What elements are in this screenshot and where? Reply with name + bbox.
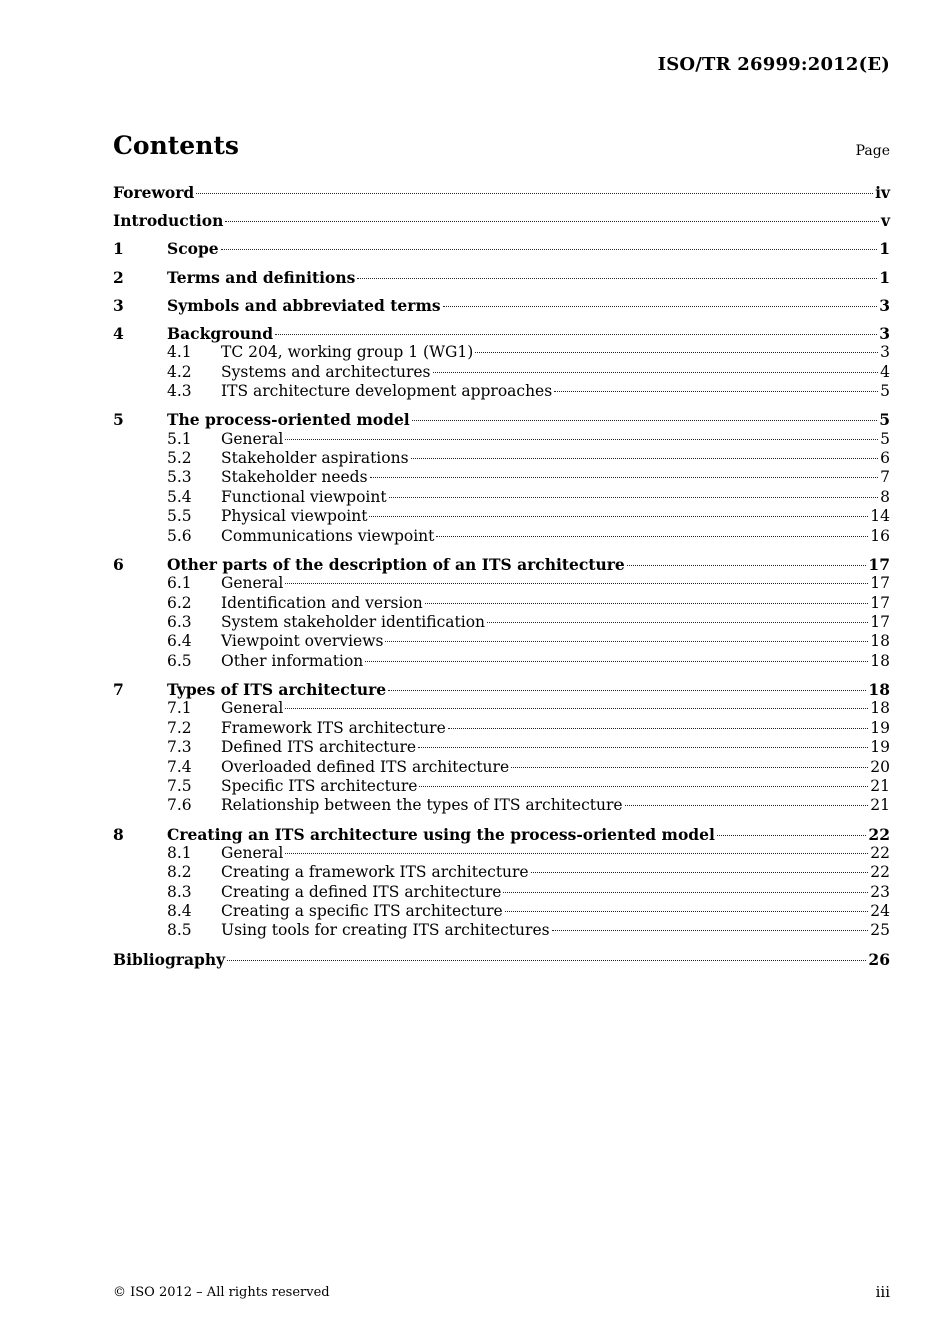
toc-entry-page: 16 <box>870 526 890 545</box>
dot-leader <box>385 641 868 642</box>
toc-section-entry[interactable] <box>113 183 890 202</box>
toc-entry-page: 19 <box>870 738 890 757</box>
toc-entry-page: 3 <box>879 295 890 315</box>
toc-entry-title: Bibliography <box>113 949 226 969</box>
toc-entry-page: 4 <box>880 362 890 381</box>
dot-leader <box>487 622 868 623</box>
toc-entry-title: Other information <box>221 651 364 670</box>
toc-entry-title: Background <box>167 323 274 343</box>
toc-entry-title: Physical viewpoint <box>221 507 368 526</box>
toc-entry-number: 5.6 <box>167 526 192 545</box>
toc-entry-page: 5 <box>879 410 890 430</box>
toc-subsection-entry[interactable] <box>113 449 890 468</box>
toc-entry-page: 23 <box>870 882 890 901</box>
toc-entry-number: 1 <box>113 239 124 259</box>
page-column-label: Page <box>855 143 890 159</box>
toc-entry-number: 8.4 <box>167 902 192 921</box>
toc-entry-number: 7.3 <box>167 738 192 757</box>
toc-entry-number: 7.1 <box>167 699 192 718</box>
toc-subsection-entry[interactable] <box>113 507 890 526</box>
toc-entry-number: 5.4 <box>167 487 192 506</box>
toc-entry-title: General <box>221 574 284 593</box>
toc-entry-page: 26 <box>868 949 890 969</box>
toc-subsection-entry[interactable] <box>113 844 890 863</box>
toc-entry-page: 1 <box>879 239 890 259</box>
toc-subsection-entry[interactable] <box>113 632 890 651</box>
toc-entry-page: 3 <box>880 343 890 362</box>
toc-entry-page: 22 <box>870 863 890 882</box>
toc-subsection-entry[interactable] <box>113 883 890 902</box>
toc-entry-title: Creating an ITS architecture using the process-oriented model <box>167 824 715 844</box>
toc-entry-title: General <box>221 699 284 718</box>
toc-entry-number: 2 <box>113 267 124 287</box>
toc-section-entry[interactable] <box>113 211 890 230</box>
toc-entry-title: Other parts of the description of an ITS architecture <box>167 554 625 574</box>
toc-subsection-entry[interactable] <box>113 719 890 738</box>
toc-entry-page: 6 <box>880 449 890 468</box>
toc-entry-title: Viewpoint overviews <box>221 632 384 651</box>
dot-leader <box>419 786 868 787</box>
toc-entry-title: Creating a framework ITS architecture <box>221 863 529 882</box>
toc-entry-number: 7 <box>113 679 124 699</box>
toc-entry-title: Communications viewpoint <box>221 526 435 545</box>
dot-leader <box>388 690 866 691</box>
dot-leader <box>357 278 877 279</box>
dot-leader <box>285 439 878 440</box>
toc-entry-number: 4.2 <box>167 362 192 381</box>
toc-entry-page: 8 <box>880 487 890 506</box>
dot-leader <box>475 352 878 353</box>
toc-subsection-entry[interactable] <box>113 382 890 401</box>
toc-entry-title: TC 204, working group 1 (WG1) <box>221 343 474 362</box>
toc-entry-title: Relationship between the types of ITS architecture <box>221 796 623 815</box>
dot-leader <box>411 458 879 459</box>
toc-entry-page: 17 <box>870 593 890 612</box>
toc-entry-title: Types of ITS architecture <box>167 679 387 699</box>
dot-leader <box>503 892 868 893</box>
dot-leader <box>418 747 868 748</box>
toc-entry-number: 5.2 <box>167 449 192 468</box>
toc-entry-number: 7.5 <box>167 776 192 795</box>
toc-entry-number: 7.4 <box>167 757 192 776</box>
toc-entry-page: 5 <box>880 429 890 448</box>
toc-entry-page: 3 <box>879 323 890 343</box>
dot-leader <box>436 536 868 537</box>
toc-entry-page: 25 <box>870 921 890 940</box>
toc-entry-title: The process-oriented model <box>167 410 410 430</box>
toc-entry-number: 7.2 <box>167 718 192 737</box>
toc-entry-number: 6.3 <box>167 613 192 631</box>
toc-entry-number: 6.1 <box>167 574 192 593</box>
toc-entry-page: 14 <box>870 507 890 526</box>
toc-entry-title: System stakeholder identification <box>221 613 486 631</box>
toc-entry-title: Introduction <box>113 211 224 231</box>
toc-entry-number: 6 <box>113 554 124 574</box>
dot-leader <box>369 516 868 517</box>
toc-subsection-entry[interactable] <box>113 902 890 921</box>
dot-leader <box>412 420 878 421</box>
toc-entry-page: 18 <box>870 699 890 718</box>
dot-leader <box>225 221 879 222</box>
toc-entry-page: 22 <box>870 843 890 862</box>
toc-entry-page: 24 <box>870 902 890 921</box>
dot-leader <box>554 391 878 392</box>
toc-subsection-entry[interactable] <box>113 594 890 613</box>
toc-entry-title: Specific ITS architecture <box>221 776 418 795</box>
dot-leader <box>448 728 869 729</box>
toc-entry-page: 18 <box>868 679 890 699</box>
dot-leader <box>389 497 879 498</box>
toc-entry-title: Defined ITS architecture <box>221 738 417 757</box>
dot-leader <box>443 306 878 307</box>
toc-entry-title: Creating a specific ITS architecture <box>221 902 503 921</box>
toc-entry-number: 6.2 <box>167 593 192 612</box>
toc-subsection-entry[interactable] <box>113 738 890 757</box>
toc-entry-number: 5.3 <box>167 468 192 487</box>
toc-entry-title: Creating a defined ITS architecture <box>221 882 502 901</box>
toc-entry-number: 5.5 <box>167 507 192 526</box>
toc-entry-page: 18 <box>870 632 890 651</box>
page-number: iii <box>875 1283 890 1301</box>
toc-section-entry[interactable] <box>113 410 890 429</box>
toc-section-entry[interactable] <box>113 324 890 343</box>
toc-entry-title: ITS architecture development approaches <box>221 382 553 401</box>
toc-entry-page: 22 <box>868 824 890 844</box>
toc-subsection-entry[interactable] <box>113 652 890 671</box>
dot-leader <box>625 805 869 806</box>
toc-entry-title: Scope <box>167 239 219 259</box>
toc-entry-number: 8.1 <box>167 843 192 862</box>
toc-subsection-entry[interactable] <box>113 613 890 632</box>
toc-entry-number: 5 <box>113 410 124 430</box>
document-id: ISO/TR 26999:2012(E) <box>657 54 890 75</box>
toc-entry-number: 8.3 <box>167 882 192 901</box>
toc-subsection-entry[interactable] <box>113 363 890 382</box>
dot-leader <box>433 372 879 373</box>
toc-subsection-entry[interactable] <box>113 430 890 449</box>
toc-entry-title: Framework ITS architecture <box>221 718 446 737</box>
toc-section-entry[interactable] <box>113 950 890 969</box>
toc-entry-page: 7 <box>880 468 890 487</box>
toc-entry-page: 5 <box>880 382 890 401</box>
toc-entry-title: Functional viewpoint <box>221 487 387 506</box>
toc-entry-page: 17 <box>870 613 890 631</box>
toc-entry-page: 18 <box>870 651 890 670</box>
toc-entry-title: Overloaded defined ITS architecture <box>221 757 510 776</box>
toc-entry-number: 6.4 <box>167 632 192 651</box>
toc-entry-page: v <box>880 211 890 231</box>
toc-subsection-entry[interactable] <box>113 699 890 718</box>
toc-subsection-entry[interactable] <box>113 468 890 487</box>
toc-entry-number: 6.5 <box>167 651 192 670</box>
dot-leader <box>717 835 867 836</box>
dot-leader <box>505 911 869 912</box>
toc-entry-page: 1 <box>879 267 890 287</box>
toc-subsection-entry[interactable] <box>113 758 890 777</box>
toc-entry-number: 4 <box>113 323 124 343</box>
toc-subsection-entry[interactable] <box>113 488 890 507</box>
table-of-contents <box>113 183 890 969</box>
dot-leader <box>365 661 868 662</box>
toc-section-entry[interactable] <box>113 239 890 258</box>
toc-section-entry[interactable] <box>113 680 890 699</box>
toc-entry-title: Foreword <box>113 183 195 202</box>
toc-entry-number: 8 <box>113 824 124 844</box>
toc-subsection-entry[interactable] <box>113 921 890 940</box>
toc-entry-title: Using tools for creating ITS architectures <box>221 921 550 940</box>
toc-entry-page: 19 <box>870 718 890 737</box>
toc-entry-page: 20 <box>870 757 890 776</box>
dot-leader <box>370 477 879 478</box>
toc-entry-number: 4.3 <box>167 382 192 401</box>
dot-leader <box>285 853 868 854</box>
toc-subsection-entry[interactable] <box>113 863 890 882</box>
dot-leader <box>285 708 868 709</box>
toc-entry-page: 17 <box>870 574 890 593</box>
toc-section-entry[interactable] <box>113 268 890 287</box>
dot-leader <box>531 872 869 873</box>
copyright-notice: © ISO 2012 – All rights reserved <box>113 1285 330 1300</box>
toc-subsection-entry[interactable] <box>113 574 890 593</box>
toc-entry-title: Stakeholder aspirations <box>221 449 409 468</box>
dot-leader <box>227 960 866 961</box>
toc-section-entry[interactable] <box>113 555 890 574</box>
toc-entry-title: Terms and definitions <box>167 267 356 287</box>
dot-leader <box>627 565 867 566</box>
toc-entry-title: Symbols and abbreviated terms <box>167 295 441 315</box>
toc-entry-number: 5.1 <box>167 429 192 448</box>
dot-leader <box>511 767 868 768</box>
toc-subsection-entry[interactable] <box>113 796 890 815</box>
toc-section-entry[interactable] <box>113 825 890 844</box>
toc-entry-number: 7.6 <box>167 796 192 815</box>
toc-subsection-entry[interactable] <box>113 777 890 796</box>
toc-entry-number: 8.2 <box>167 863 192 882</box>
toc-entry-title: General <box>221 843 284 862</box>
toc-section-entry[interactable] <box>113 296 890 315</box>
toc-entry-page: 21 <box>870 796 890 815</box>
toc-subsection-entry[interactable] <box>113 527 890 546</box>
toc-entry-title: General <box>221 429 284 448</box>
toc-subsection-entry[interactable] <box>113 343 890 362</box>
toc-entry-number: 8.5 <box>167 921 192 940</box>
toc-entry-title: Identification and version <box>221 593 423 612</box>
dot-leader <box>221 249 878 250</box>
toc-entry-title: Stakeholder needs <box>221 468 368 487</box>
toc-entry-page: 17 <box>868 554 890 574</box>
toc-entry-number: 3 <box>113 295 124 315</box>
toc-entry-title: Systems and architectures <box>221 362 431 381</box>
toc-entry-number: 4.1 <box>167 343 192 362</box>
dot-leader <box>552 930 869 931</box>
dot-leader <box>275 334 877 335</box>
dot-leader <box>196 193 873 194</box>
dot-leader <box>285 583 868 584</box>
page-title: Contents <box>113 131 240 160</box>
toc-entry-page: iv <box>875 183 890 202</box>
dot-leader <box>425 603 869 604</box>
toc-entry-page: 21 <box>870 776 890 795</box>
